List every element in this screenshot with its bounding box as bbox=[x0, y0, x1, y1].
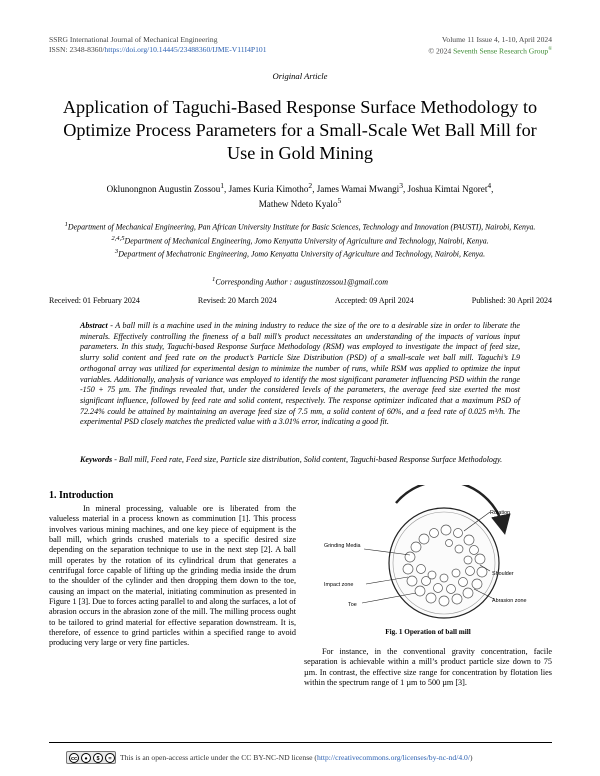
revised-date: Revised: 20 March 2024 bbox=[197, 296, 277, 305]
doi-link[interactable]: https://doi.org/10.14445/23488360/IJME-V11I4P101 bbox=[104, 45, 267, 54]
author: James Kuria Kimotho bbox=[228, 184, 309, 195]
abstract-label: Abstract bbox=[80, 321, 108, 330]
registered-mark: ® bbox=[548, 47, 552, 52]
by-icon: ● bbox=[81, 753, 91, 763]
figure-caption: Fig. 1 Operation of ball mill bbox=[385, 628, 471, 636]
label-toe: Toe bbox=[348, 602, 357, 608]
received-date: Received: 01 February 2024 bbox=[49, 296, 140, 305]
author-sup: 1 bbox=[220, 181, 225, 190]
ball-mill-diagram bbox=[304, 485, 552, 625]
keywords bbox=[80, 455, 520, 466]
publisher-name[interactable]: Seventh Sense Research Group bbox=[453, 46, 549, 56]
intro-right-column bbox=[304, 647, 552, 688]
published-date: Published: 30 April 2024 bbox=[471, 296, 552, 305]
affiliation: $^1$Department of Mechanical Engineering, Pan African University Institute for Basic Sciences, Technology and Innovation (PAUSTI), Nairobi, Kenya. bbox=[64, 221, 536, 232]
intro-left-column bbox=[49, 504, 296, 649]
author-sup: 5 bbox=[337, 196, 342, 206]
license-link[interactable]: http://creativecommons.org/licenses/by-nc-nd/4.0/ bbox=[316, 753, 470, 762]
affiliation: $^{2,4,5}$Department of Mechanical Engineering, Jomo Kenyatta University of Agriculture and Technology, Nairobi, Kenya. bbox=[111, 234, 489, 246]
issue-header bbox=[428, 35, 552, 57]
issn: ISSN: 2348-8360/ bbox=[49, 45, 105, 54]
author: Mathew Ndeto Kyalo bbox=[258, 199, 338, 210]
journal-header bbox=[49, 35, 267, 55]
article-type: Original Article bbox=[272, 71, 328, 81]
label-shoulder: Shoulder bbox=[492, 571, 514, 577]
cc-icon: cc bbox=[69, 753, 79, 763]
corresponding-author: $^1$Corresponding Author : augustinzossou1@gmail.com bbox=[211, 276, 389, 287]
author-list: Oklunongnon Augustin Zossou$^1$, James Kuria Kimotho$^2$, James Wamai Mwangi$^3$, Joshua Kimtai Ngoret$^4$, Mathew Ndeto Kyalo$^5$ bbox=[106, 181, 494, 210]
cc-license-badge[interactable] bbox=[66, 751, 116, 764]
author: Joshua Kimtai Ngoret bbox=[407, 184, 488, 195]
paper-title: Application of Taguchi-Based Response Surface Methodology to Optimize Process Parameters for a Small-Scale Wet Ball Mill for Use in Gold Mining bbox=[62, 97, 538, 163]
abstract-text: - A ball mill is a machine used in the mining industry to reduce the size of the ore to a desirable size in order to liberate the minerals. Effectively controlling the fineness of a ball mill’s product necessitates an understanding of the impacts of various input parameters. In this study, Taguchi-based Response Surface Methodology (RSM) was employed to investigate the impact of feed size, slurry solid content and feed rate on the product’s Particle Size Distribution (PSD) of a small-scale wet ball mill. Taguchi’s L9 orthogonal array was utilized for experimental design to minimize the number of runs, while RSM was applied to optimize the input variables. Additionally, analysis of variance was employed to identify the most significant parameter influencing PSD within the range -150 + 75 µm. The findings revealed that, under the considered levels of the parameters, the average feed size exerted the most significant influence, followed by feed rate and solid content, respectively. The response optimizer indicated that a maximum PSD of 72.24% could be attained by maintaining an average feed size of 7.5 mm, a solid content of 60%, and a feed rate of 0.025 m³/h. The experimental PSD closely matches the predicted value with a 3.01% error, indicating a good fit. bbox=[80, 321, 520, 427]
footer-divider bbox=[49, 742, 552, 743]
author-sup: 2 bbox=[308, 181, 313, 190]
ball-mill-figure bbox=[304, 485, 552, 613]
nc-icon: $ bbox=[93, 753, 103, 763]
affiliation: $^3$Department of Mechatronic Engineering, Jomo Kenyatta University of Agriculture and Technology, Nairobi, Kenya. bbox=[114, 248, 486, 259]
keywords-text: - Ball mill, Feed rate, Feed size, Particle size distribution, Solid content, Taguchi-based Response Surface Methodology. bbox=[112, 455, 503, 464]
keywords-label: Keywords bbox=[80, 455, 113, 464]
section-heading: 1. Introduction bbox=[49, 490, 114, 501]
author: James Wamai Mwangi bbox=[316, 184, 400, 195]
accepted-date: Accepted: 09 April 2024 bbox=[334, 296, 414, 305]
license-text: This is an open-access article under the CC BY-NC-ND license (http://creativecommons.org/licenses/by-nc-nd/4.0/) bbox=[120, 753, 473, 762]
volume-info: Volume 11 Issue 4, 1-10, April 2024 bbox=[441, 35, 552, 44]
abstract bbox=[80, 321, 520, 428]
nd-icon: = bbox=[105, 753, 115, 763]
paragraph: For instance, in the conventional gravity concentration, facile separation is achievable within a mill’s product particle size down to 75 µm. In contrast, the effective size range for concentration by flotation lies within the spectrum range of 1 µm to 500 µm [3]. bbox=[304, 647, 552, 688]
label-rotation: Rotation bbox=[490, 510, 511, 516]
affiliations bbox=[48, 219, 552, 260]
journal-name: SSRG International Journal of Mechanical Engineering bbox=[49, 35, 218, 44]
label-abrasion-zone: Abrasion zone bbox=[492, 598, 527, 604]
author: Oklunongnon Augustin Zossou bbox=[106, 184, 221, 195]
copyright: © 2024 bbox=[428, 46, 452, 56]
publication-dates bbox=[49, 296, 552, 305]
author-sup: 4 bbox=[487, 181, 492, 190]
paragraph: In mineral processing, valuable ore is liberated from the valueless material in a process known as comminution [1]. This process involves various mining machines, and one key piece of equipment is the ball mill, which grinds crushed materials to a specific desired size depending on the separation technique to use in the next step [2]. A ball mill operates by the rotation of its cylindrical drum that generates a centrifugal force capable of lifting up the grinding media inside the drum to the shoulder of the cylinder and then dropping them down to the toe, causing an impact on the material, initiating comminution as presented in Figure 1 [3]. Due to forces acting parallel to and along the surfaces, a lot of abrasion occurs in the abrasion zone of the mill. The milling process ought to be tailored to grind material for effective separation downstream. It is, therefore, of essence to grind particles within a specified range to avoid producing very large or very fine particles. bbox=[49, 504, 296, 648]
label-impact-zone: Impact zone bbox=[324, 582, 354, 588]
author-sup: 3 bbox=[399, 181, 403, 190]
label-grinding-media: Grinding Media bbox=[324, 543, 361, 549]
